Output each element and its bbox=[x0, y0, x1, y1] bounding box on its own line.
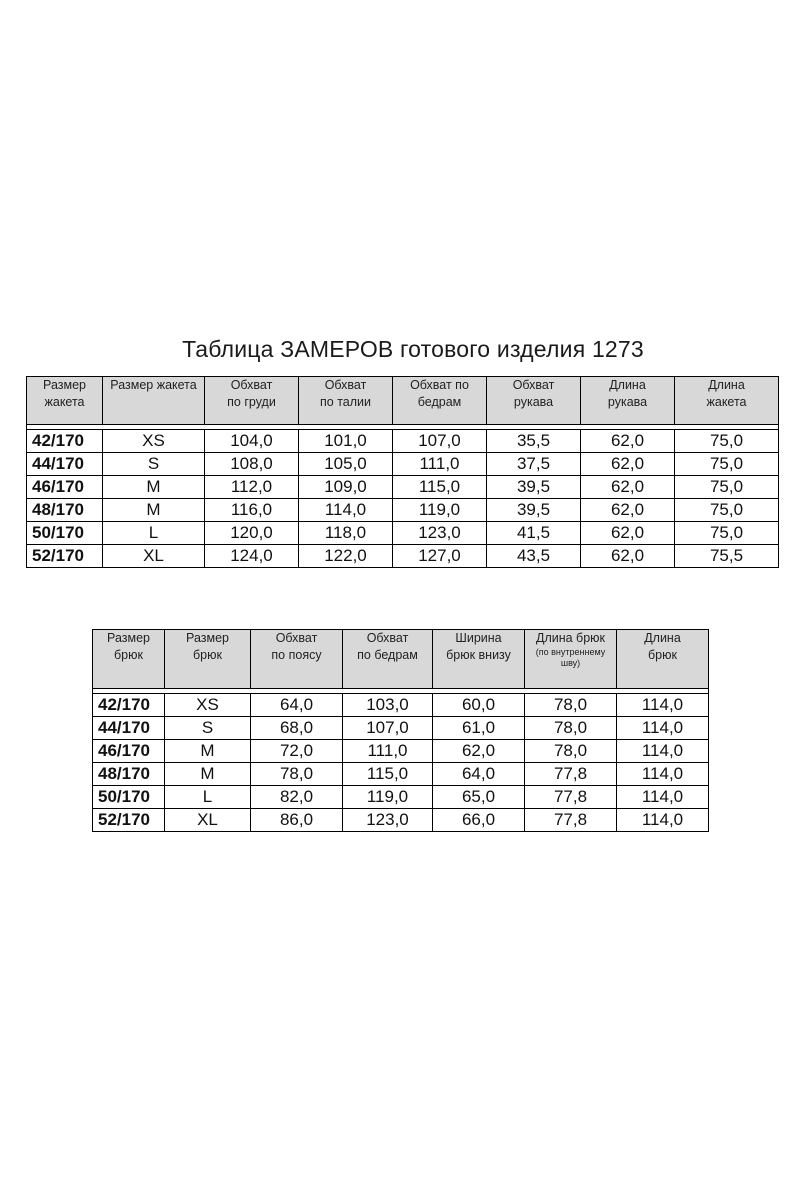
table-cell: L bbox=[103, 522, 205, 545]
table-cell: 75,5 bbox=[675, 545, 779, 568]
table-row bbox=[27, 453, 779, 476]
header-cell: Ширина брюк внизу bbox=[433, 630, 525, 689]
table-cell: 68,0 bbox=[251, 717, 343, 740]
header-cell: Обхват по груди bbox=[205, 377, 299, 425]
table-cell: 62,0 bbox=[581, 430, 675, 453]
table-cell: 62,0 bbox=[581, 545, 675, 568]
table-cell: 107,0 bbox=[343, 717, 433, 740]
table-cell: 114,0 bbox=[617, 717, 709, 740]
size-cell: 52/170 bbox=[93, 809, 165, 832]
header-cell: Длина жакета bbox=[675, 377, 779, 425]
table-row bbox=[93, 717, 709, 740]
table-cell: 75,0 bbox=[675, 430, 779, 453]
size-cell: 52/170 bbox=[27, 545, 103, 568]
size-cell: 44/170 bbox=[27, 453, 103, 476]
table-row bbox=[27, 545, 779, 568]
table-cell: 62,0 bbox=[581, 476, 675, 499]
table-cell: 111,0 bbox=[393, 453, 487, 476]
table-cell: 109,0 bbox=[299, 476, 393, 499]
header-cell: Обхват по бедрам bbox=[393, 377, 487, 425]
table-cell: 124,0 bbox=[205, 545, 299, 568]
table-cell: 115,0 bbox=[393, 476, 487, 499]
table-cell: 114,0 bbox=[299, 499, 393, 522]
table-cell: M bbox=[165, 740, 251, 763]
table-cell: 75,0 bbox=[675, 453, 779, 476]
table-cell: 114,0 bbox=[617, 786, 709, 809]
table-cell: 119,0 bbox=[393, 499, 487, 522]
header-cell: Размер жакета bbox=[103, 377, 205, 425]
size-cell: 48/170 bbox=[27, 499, 103, 522]
header-cell: Обхват рукава bbox=[487, 377, 581, 425]
table-cell: XS bbox=[165, 694, 251, 717]
table-cell: 77,8 bbox=[525, 786, 617, 809]
table-row bbox=[93, 786, 709, 809]
size-cell: 46/170 bbox=[93, 740, 165, 763]
document-title: Таблица ЗАМЕРОВ готового изделия 1273 bbox=[182, 336, 644, 362]
table-cell: 78,0 bbox=[525, 717, 617, 740]
table-cell: 78,0 bbox=[251, 763, 343, 786]
table-cell: 108,0 bbox=[205, 453, 299, 476]
table-row bbox=[27, 522, 779, 545]
table-cell: 65,0 bbox=[433, 786, 525, 809]
table-cell: S bbox=[103, 453, 205, 476]
header-cell: Размер жакета bbox=[27, 377, 103, 425]
table-cell: 123,0 bbox=[343, 809, 433, 832]
jacket-measurements-table bbox=[26, 376, 779, 568]
table-cell: 64,0 bbox=[251, 694, 343, 717]
table-cell: 104,0 bbox=[205, 430, 299, 453]
table-cell: XL bbox=[165, 809, 251, 832]
table-header-row bbox=[27, 377, 779, 425]
table-row bbox=[93, 763, 709, 786]
table-cell: 75,0 bbox=[675, 522, 779, 545]
table-cell: 114,0 bbox=[617, 763, 709, 786]
table-cell: 62,0 bbox=[581, 453, 675, 476]
table-cell: 39,5 bbox=[487, 499, 581, 522]
table-cell: 119,0 bbox=[343, 786, 433, 809]
table-cell: 64,0 bbox=[433, 763, 525, 786]
table-cell: S bbox=[165, 717, 251, 740]
table-cell: 107,0 bbox=[393, 430, 487, 453]
header-cell: Длина брюк bbox=[617, 630, 709, 689]
size-cell: 46/170 bbox=[27, 476, 103, 499]
table-cell: 61,0 bbox=[433, 717, 525, 740]
header-cell: Обхват по бедрам bbox=[343, 630, 433, 689]
table-row bbox=[93, 809, 709, 832]
table-cell: 62,0 bbox=[581, 499, 675, 522]
table-cell: 114,0 bbox=[617, 740, 709, 763]
table-cell: 82,0 bbox=[251, 786, 343, 809]
table-cell: M bbox=[103, 499, 205, 522]
table-cell: 123,0 bbox=[393, 522, 487, 545]
header-cell: Длина рукава bbox=[581, 377, 675, 425]
table-cell: 78,0 bbox=[525, 694, 617, 717]
table-cell: 60,0 bbox=[433, 694, 525, 717]
table-cell: M bbox=[165, 763, 251, 786]
table-cell: 115,0 bbox=[343, 763, 433, 786]
table-cell: L bbox=[165, 786, 251, 809]
table-cell: 118,0 bbox=[299, 522, 393, 545]
table-cell: 122,0 bbox=[299, 545, 393, 568]
table-cell: 101,0 bbox=[299, 430, 393, 453]
table-cell: 114,0 bbox=[617, 694, 709, 717]
table-cell: 127,0 bbox=[393, 545, 487, 568]
size-cell: 48/170 bbox=[93, 763, 165, 786]
table-cell: 62,0 bbox=[433, 740, 525, 763]
table-cell: 75,0 bbox=[675, 499, 779, 522]
table-cell: 78,0 bbox=[525, 740, 617, 763]
table-cell: 114,0 bbox=[617, 809, 709, 832]
table-header-row bbox=[93, 630, 709, 689]
table-cell: XS bbox=[103, 430, 205, 453]
table-cell: 43,5 bbox=[487, 545, 581, 568]
table-cell: 116,0 bbox=[205, 499, 299, 522]
size-cell: 42/170 bbox=[93, 694, 165, 717]
table-cell: 35,5 bbox=[487, 430, 581, 453]
table-cell: M bbox=[103, 476, 205, 499]
header-cell: Обхват по талии bbox=[299, 377, 393, 425]
table-cell: 37,5 bbox=[487, 453, 581, 476]
table-cell: 66,0 bbox=[433, 809, 525, 832]
trousers-measurements-table bbox=[92, 629, 709, 832]
table-cell: XL bbox=[103, 545, 205, 568]
header-cell: Обхват по поясу bbox=[251, 630, 343, 689]
table-cell: 111,0 bbox=[343, 740, 433, 763]
size-cell: 44/170 bbox=[93, 717, 165, 740]
header-cell: Размер брюк bbox=[165, 630, 251, 689]
table-row bbox=[27, 476, 779, 499]
table-cell: 103,0 bbox=[343, 694, 433, 717]
size-cell: 50/170 bbox=[27, 522, 103, 545]
table-cell: 75,0 bbox=[675, 476, 779, 499]
header-cell: Размер брюк bbox=[93, 630, 165, 689]
table-cell: 105,0 bbox=[299, 453, 393, 476]
size-cell: 50/170 bbox=[93, 786, 165, 809]
table-cell: 41,5 bbox=[487, 522, 581, 545]
table-cell: 77,8 bbox=[525, 763, 617, 786]
size-cell: 42/170 bbox=[27, 430, 103, 453]
table-cell: 120,0 bbox=[205, 522, 299, 545]
table-cell: 86,0 bbox=[251, 809, 343, 832]
table-cell: 112,0 bbox=[205, 476, 299, 499]
table-cell: 62,0 bbox=[581, 522, 675, 545]
table-row bbox=[93, 694, 709, 717]
table-row bbox=[27, 499, 779, 522]
table-row bbox=[27, 430, 779, 453]
table-cell: 77,8 bbox=[525, 809, 617, 832]
table-row bbox=[93, 740, 709, 763]
table-cell: 39,5 bbox=[487, 476, 581, 499]
table-cell: 72,0 bbox=[251, 740, 343, 763]
header-cell: Длина брюк (по внутреннему шву) bbox=[525, 630, 617, 689]
